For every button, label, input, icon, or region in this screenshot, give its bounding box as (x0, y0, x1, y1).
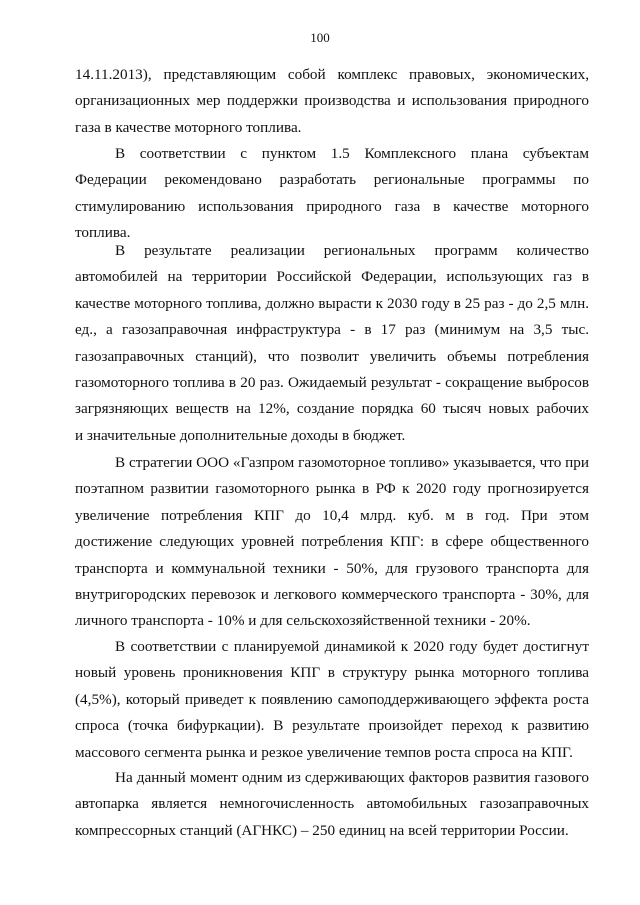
text-line: организационных мер поддержки производства и использования природного (75, 92, 589, 110)
paragraph-2 (75, 141, 589, 247)
text-line: стимулированию использования природного газа в качестве моторного (75, 197, 589, 215)
text-line: ед., а газозаправочная инфраструктура - в 17 раз (минимум на 3,5 тыс. (75, 321, 589, 339)
text-line: Федерации рекомендовано разработать региональные программы по (75, 171, 589, 189)
text-line: автопарка является немногочисленность автомобильных газозаправочных (75, 795, 589, 813)
text-line: В соответствии с пунктом 1.5 Комплексного плана субъектам (115, 145, 589, 162)
text-line: загрязняющих веществ на 12%, создание порядка 60 тысяч новых рабочих (75, 400, 589, 418)
text-line: автомобилей на территории Российской Федерации, использующих газ в (75, 268, 589, 286)
text-line: новый уровень проникновения КПГ в структуру рынка моторного топлива (75, 664, 589, 682)
text-line: качестве моторного топлива, должно вырасти к 2030 году в 25 раз - до 2,5 млн. (75, 294, 589, 312)
text-line: 14.11.2013), представляющим собой комплекс правовых, экономических, (75, 66, 589, 83)
paragraph-5 (75, 634, 589, 766)
paragraph-6 (75, 765, 589, 844)
text-line: газа в качестве моторного топлива. (75, 118, 302, 136)
text-line: В результате реализации региональных программ количество (115, 242, 589, 259)
text-line: В соответствии с планируемой динамикой к 2020 году будет достигнут (115, 638, 589, 655)
text-line: газомоторного топлива в 20 раз. Ожидаемый результат - сокращение выбросов (75, 373, 589, 391)
page-number: 100 (310, 30, 330, 45)
text-line: увеличение потребления КПГ до 10,4 млрд. куб. м в год. При этом (75, 506, 589, 524)
text-line: газозаправочных станций), что позволит увеличить объемы потребления (75, 347, 589, 365)
text-line: (4,5%), который приведет к появлению самоподдерживающего эффекта роста (75, 690, 589, 708)
text-line: личного транспорта - 10% и для сельскохозяйственной техники - 20%. (75, 612, 531, 630)
text-line: и значительные дополнительные доходы в бюджет. (75, 426, 406, 444)
text-line: На данный момент одним из сдерживающих факторов развития газового (115, 769, 589, 786)
paragraph-1 (75, 62, 589, 141)
text-line: внутригородских перевозок и легкового коммерческого транспорта - 30%, для (75, 585, 589, 603)
text-line: компрессорных станций (АГНКС) – 250 единиц на всей территории России. (75, 821, 569, 839)
text-line: спроса (точка бифуркации). В результате произойдет переход к развитию (75, 717, 589, 735)
text-line: массового сегмента рынка и резкое увеличение темпов роста спроса на КПГ. (75, 743, 573, 761)
text-line: достижение следующих уровней потребления КПГ: в сфере общественного (75, 533, 589, 551)
text-line: В стратегии ООО «Газпром газомоторное топливо» указывается, что при (115, 454, 589, 471)
paragraph-4 (75, 450, 589, 635)
text-line: поэтапном развитии газомоторного рынка в РФ к 2020 году прогнозируется (75, 480, 589, 498)
text-line: топлива. (75, 224, 131, 242)
paragraph-3 (75, 238, 589, 449)
text-line: транспорта и коммунальной техники - 50%, для грузового транспорта для (75, 559, 589, 577)
